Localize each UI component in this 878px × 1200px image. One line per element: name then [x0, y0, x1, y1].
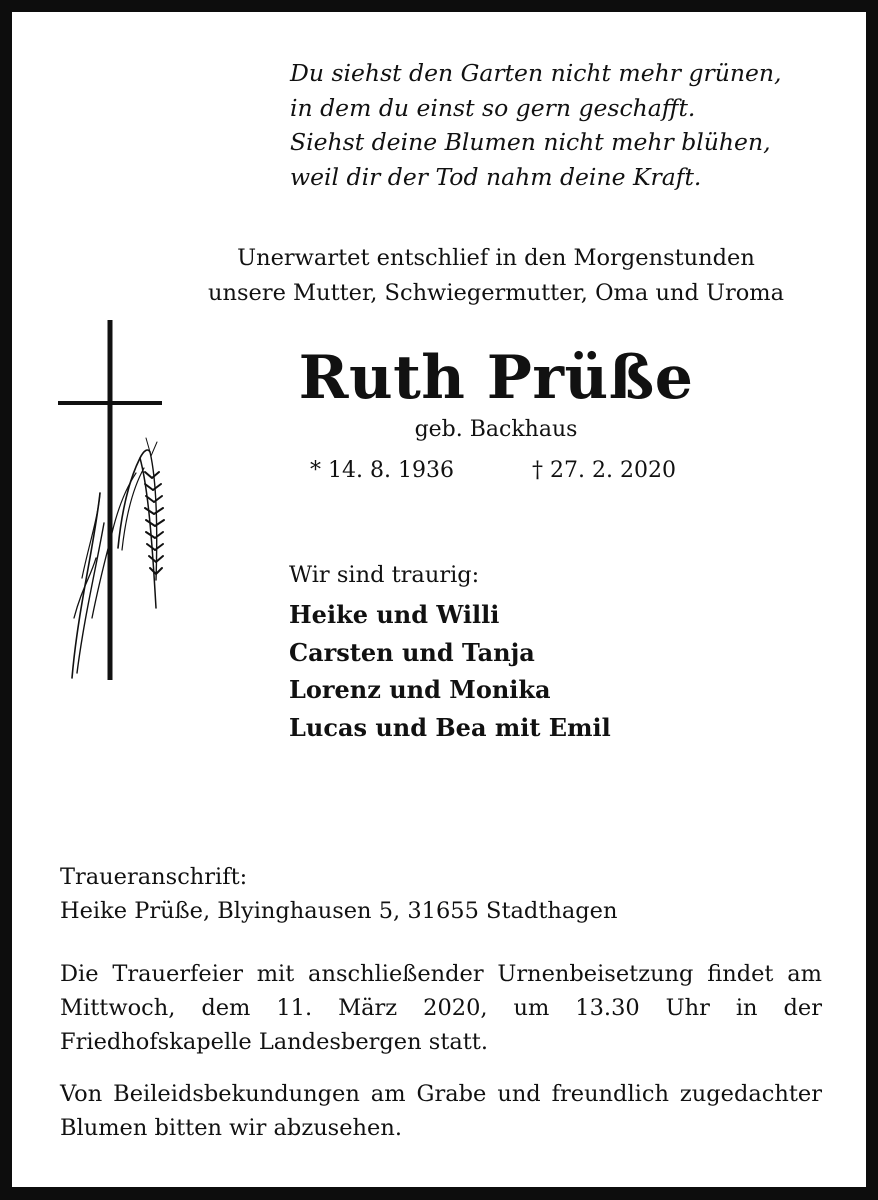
birth-date: * 14. 8. 1936 [310, 458, 454, 483]
intro-line: unsere Mutter, Schwiegermutter, Oma und Uroma [207, 280, 785, 306]
mourner-name: Lucas und Bea mit Emil [289, 712, 611, 742]
poem-line: in dem du einst so gern geschafft. [290, 93, 696, 122]
deceased-name: Ruth Prüße [298, 343, 694, 413]
mourning-address [60, 860, 617, 928]
poem [290, 56, 782, 194]
ceremony-paragraph: Die Trauerfeier mit anschließender Urnenbeisetzung findet am Mittwoch, dem 11. März 2020, um 13.30 Uhr in der Friedhofskapelle Landesbergen statt. [60, 961, 822, 1055]
mourner-name: Carsten und Tanja [289, 637, 535, 667]
poem-line: weil dir der Tod nahm deine Kraft. [290, 162, 702, 191]
intro-text [120, 241, 872, 311]
poem-line: Siehst deine Blumen nicht mehr blühen, [290, 128, 771, 156]
condolence-paragraph: Von Beileidsbekundungen am Grabe und freundlich zugedachter Blumen bitten wir abzusehen. [60, 1081, 822, 1141]
mourners-intro: Wir sind traurig: [289, 562, 480, 588]
mourner-name: Heike und Willi [289, 600, 500, 629]
poem-line: Du siehst den Garten nicht mehr grünen, [290, 59, 782, 87]
address-label: Traueranschrift: [60, 864, 248, 890]
mourner-name: Lorenz und Monika [289, 675, 551, 704]
maiden-name: geb. Backhaus [414, 417, 578, 442]
intro-line: Unerwartet entschlief in den Morgenstunden [237, 245, 755, 271]
death-date: † 27. 2. 2020 [532, 458, 676, 483]
mourners-list [289, 596, 611, 746]
address-line: Heike Prüße, Blyinghausen 5, 31655 Stadthagen [60, 898, 618, 924]
